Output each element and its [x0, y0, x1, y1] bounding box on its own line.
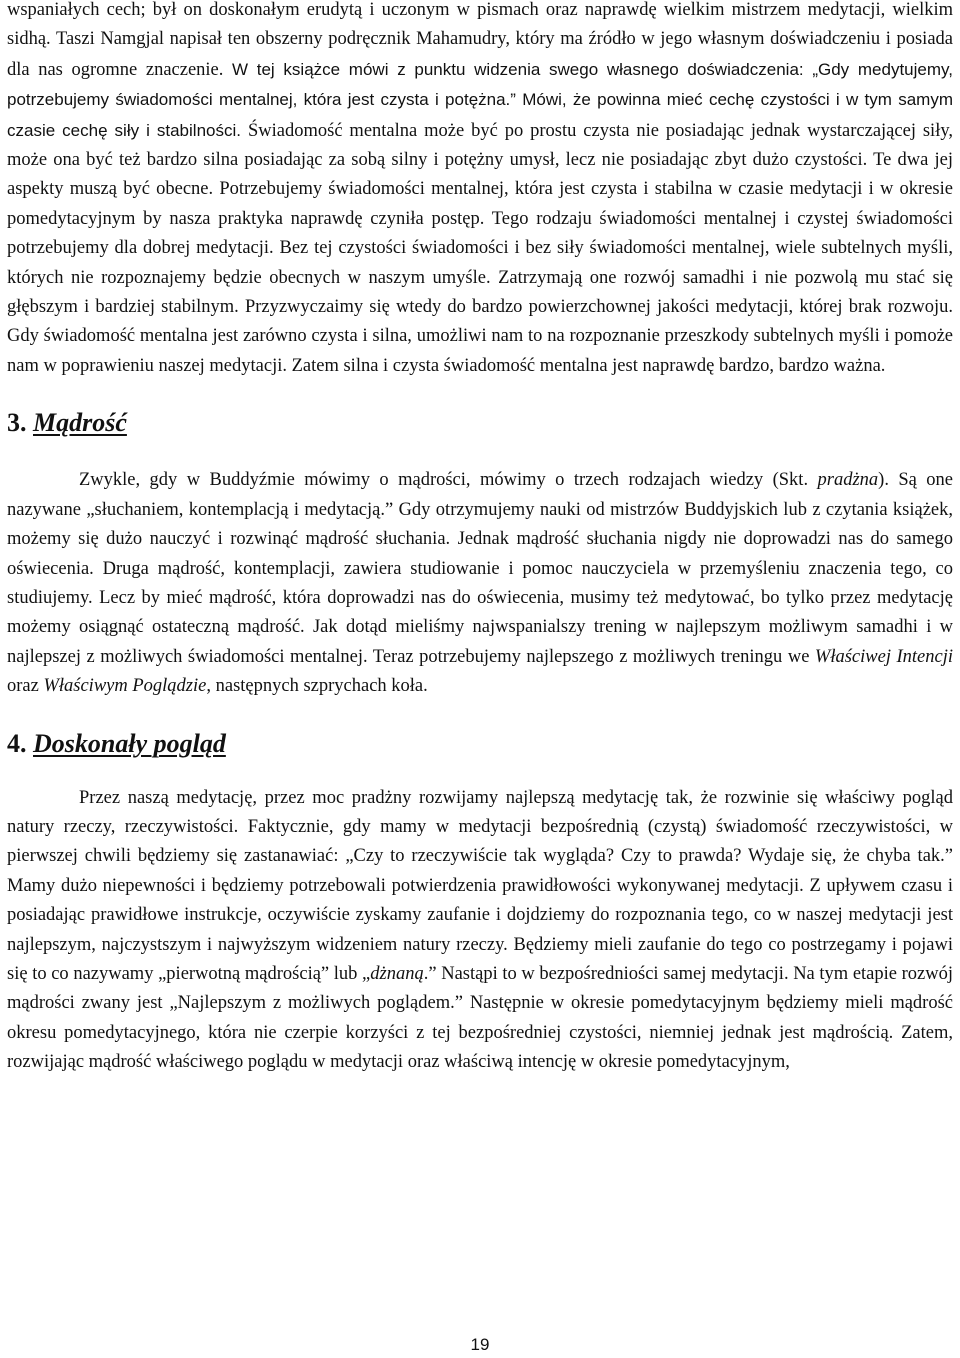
section-heading-perfect-view [7, 729, 953, 759]
paragraph-text: oraz [7, 676, 44, 697]
paragraph-text: Potrzebujemy świadomości mentalnej, która jest czysta i stabilna w czasie medytacji i w okresie pomedytacyjnym by nasza praktyka naprawdę czyniła postęp. Tego rodzaju świadomości mentalnej i czystej świadomości potrzebujemy dla dobrej medytacji. Bez tej czystości świadomości i bez siły świadomości mentalnej, wiele subtelnych myśli, których nie rozpoznajemy będzie obecnych w naszym umyśle. Zatrzymają one rozwój samadhi i nie pozwolą mu stać się głębszym i bardziej stabilnym. Przyzwyczaimy się wtedy do bardzo powierzchownej jakości medytacji, której brak rozwoju. Gdy świadomość mentalna jest zarówno czysta i silna, umożliwi nam to na rozpoznanie przeszkody subtelnych myśli i pomoże nam w poprawieniu naszej medytacji. Zatem silna i czysta świadomość mentalna jest naprawdę bardzo, bardzo ważna. [7, 179, 953, 376]
section-number: 4. [7, 728, 33, 758]
section-title: Mądrość [33, 408, 127, 438]
paragraph-text: , następnych szprychach koła. [206, 676, 428, 697]
paragraph-text: Świadomość mentalna może być po prostu czysta nie posiadając jednak wystarczającej siły, może ona być też bardzo silna posiadając za sobą silny i potężny umysł, lecz nie posiadając zbyt dużo czystości. Te dwa jej aspekty muszą być obecne. [7, 120, 954, 200]
paragraph-text: Przez naszą medytację, przez moc pradżny rozwijamy najlepszą medytację tak, że rozwinie się właściwy pogląd natury rzeczy, rzeczywistości. Faktycznie, gdy mamy w medytacji bezpośrednią (czystą) świadomość rzeczywistości, w pierwszej chwili będziemy się zastanawiać: „Czy to rzeczywiście tak wygląda? Czy to prawda? Wydaje się, że chyba tak.” Mamy dużo niepewności i będziemy potrzebowali potwierdzenia prawidłowości wykonywanej medytacji. Z upływem czasu i posiadając prawidłowe instrukcje, oczywiście zyskamy zaufanie i dojdziemy do rozpoznania tego, co w naszej medytacji jest najlepszym, najczystszym i najwyższym widzeniem natury rzeczy. Będziemy mieli zaufanie do tego co postrzegamy i pojawi się to co nazywamy „pierwotną mądrością” lub „ [7, 787, 953, 984]
paragraph-mindfulness [7, 0, 953, 381]
italic-term: Właściwym Poglądzie [43, 676, 207, 697]
page-number: 19 [470, 1335, 490, 1354]
italic-term: Właściwej Intencji [814, 646, 953, 667]
section-heading-wisdom [7, 408, 953, 438]
italic-term: dżnaną [370, 963, 424, 984]
paragraph-wisdom [7, 466, 953, 701]
paragraph-text: wspaniałych cech; był on doskonałym erudytą i uczonym w pismach oraz naprawdę wielkim mistrzem medytacji, wielkim sidhą. Taszi Namgjal napisał ten obszerny podręcznik Mahamudry, który ma źródło w jego własnym doświadczeniu i posiada dla nas ogromne znaczenie. [7, 0, 953, 80]
italic-term: pradżna [817, 470, 879, 491]
paragraph-text: Zwykle, gdy w Buddyźmie mówimy o mądrości, mówimy o trzech rodzajach wiedzy (Skt. [79, 470, 818, 491]
paragraph-text: .” Nastąpi to w bezpośredniości samej medytacji. Na tym etapie rozwój mądrości zwany jest „Najlepszym z możliwych poglądem.” Następnie w okresie pomedytacyjnym będziemy mieli mądrość okresu pomedytacyjnego, która nie czerpie korzyści z tej bezpośredniej czystości, niemniej jednak jest mądrością. Zatem, rozwijając mądrość właściwego poglądu w medytacji oraz właściwą intencję w okresie pomedytacyjnym, [7, 963, 954, 1073]
document-page [7, 0, 953, 1078]
paragraph-text: ). Są one nazywane „słuchaniem, kontemplacją i medytacją.” Gdy otrzymujemy nauki od mistrzów Buddyjskich lub z czytania książek, możemy się dużo nauczyć i rozwinąć mądrość słuchania. Jednak mądrość słuchania nigdy nie doprowadzi nas do samego oświecenia. Druga mądrość, kontemplacji, zawiera studiowanie i pomoc nauczyciela w przemyśleniu znaczenia tego, co studiujemy. Lecz by mieć mądrość, która doprowadzi nas do oświecenia, musimy też medytować, bo tylko przez medytację możemy osiągnąć ostateczną mądrość. Jak dotąd mieliśmy najwspanialszy trening w najlepszym możliwym samadhi i w najlepszej z możliwych świadomości mentalnej. Teraz potrzebujemy najlepszego z możliwych treningu we [7, 470, 953, 667]
section-number: 3. [7, 408, 33, 438]
paragraph-perfect-view [7, 784, 953, 1078]
paragraph-text-sans: W tej książce mówi z punktu widzenia swego własnego doświadczenia: „Gdy medytujemy, potrzebujemy świadomości mentalnej, która jest czysta i potężna.” Mówi, że powinna mieć cechę czystości i w tym samym czasie cechę siły i stabilności. [7, 59, 953, 140]
section-title: Doskonały pogląd [33, 728, 226, 758]
